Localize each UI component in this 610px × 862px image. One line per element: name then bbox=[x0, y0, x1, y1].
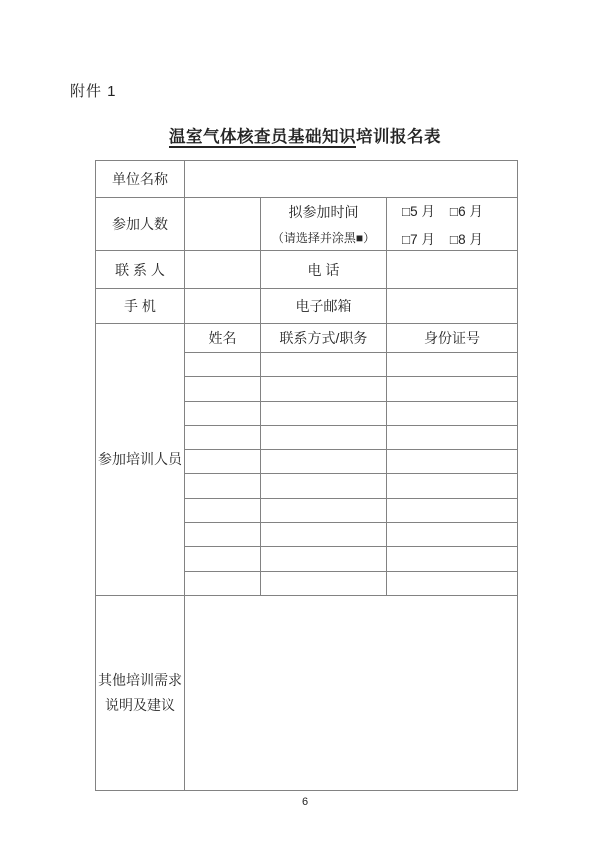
unit-name-value-cell bbox=[185, 161, 518, 198]
trainee-empty-cell bbox=[261, 425, 387, 449]
trainee-col-contact: 联系方式/职务 bbox=[261, 324, 387, 353]
month-checkbox-option-8: □8 月 bbox=[449, 232, 483, 247]
trainee-empty-cell bbox=[185, 450, 261, 474]
trainee-empty-cell bbox=[185, 571, 261, 595]
mobile-label: 手 机 bbox=[96, 289, 185, 324]
trainee-empty-cell bbox=[261, 523, 387, 547]
other-needs-label-line2: 说明及建议 bbox=[105, 696, 175, 713]
contact-person-row bbox=[96, 251, 518, 289]
mobile-value-cell bbox=[185, 289, 261, 324]
month-checkbox-option-6: □6 月 bbox=[449, 204, 483, 219]
trainee-empty-cell bbox=[387, 498, 518, 522]
page-title bbox=[0, 123, 610, 147]
trainee-empty-cell bbox=[387, 523, 518, 547]
unit-name-row bbox=[96, 161, 518, 198]
participant-count-value-cell bbox=[185, 198, 261, 251]
trainee-empty-cell bbox=[261, 571, 387, 595]
trainee-empty-cell bbox=[387, 474, 518, 498]
trainee-empty-cell bbox=[185, 401, 261, 425]
month-checkbox-option-7: □7 月 bbox=[402, 232, 435, 247]
trainee-empty-cell bbox=[387, 377, 518, 401]
trainee-empty-cell bbox=[261, 450, 387, 474]
trainee-header-row bbox=[96, 324, 518, 353]
month-options-cell bbox=[387, 198, 518, 251]
trainee-col-name: 姓名 bbox=[185, 324, 261, 353]
trainee-empty-cell bbox=[185, 353, 261, 377]
trainee-empty-cell bbox=[185, 377, 261, 401]
trainee-section bbox=[96, 324, 518, 596]
trainee-empty-cell bbox=[185, 547, 261, 571]
trainee-empty-cell bbox=[387, 571, 518, 595]
page-number: 6 bbox=[301, 796, 309, 808]
participant-count-label: 参加人数 bbox=[96, 198, 185, 251]
contact-person-value-cell bbox=[185, 251, 261, 289]
trainee-empty-cell bbox=[185, 425, 261, 449]
trainee-empty-cell bbox=[387, 450, 518, 474]
contact-person-label: 联 系 人 bbox=[96, 251, 185, 289]
trainee-empty-cell bbox=[261, 547, 387, 571]
email-label: 电子邮箱 bbox=[261, 289, 387, 324]
phone-label: 电 话 bbox=[261, 251, 387, 289]
phone-value-cell bbox=[387, 251, 518, 289]
trainee-empty-cell bbox=[261, 353, 387, 377]
intended-time-cell bbox=[261, 198, 387, 251]
page-title-rest-part: 培训报名表 bbox=[356, 128, 441, 146]
participant-count-row bbox=[96, 198, 518, 251]
trainees-label: 参加培训人员 bbox=[96, 324, 185, 596]
other-needs-label bbox=[96, 595, 185, 790]
page-title-underlined-part: 温室气体核查员基础知识 bbox=[169, 128, 356, 146]
trainee-empty-cell bbox=[261, 377, 387, 401]
trainee-empty-cell bbox=[185, 474, 261, 498]
trainee-col-id: 身份证号 bbox=[387, 324, 518, 353]
trainee-empty-cell bbox=[185, 498, 261, 522]
trainee-empty-cell bbox=[387, 425, 518, 449]
month-checkbox-option-5: □5 月 bbox=[402, 204, 435, 219]
trainee-empty-cell bbox=[387, 547, 518, 571]
trainee-empty-cell bbox=[261, 474, 387, 498]
attachment-label: 附件 1 bbox=[70, 83, 117, 100]
registration-form-table bbox=[95, 160, 518, 791]
other-needs-row bbox=[96, 595, 518, 790]
trainee-empty-cell bbox=[387, 401, 518, 425]
trainee-empty-cell bbox=[387, 353, 518, 377]
other-needs-label-line1: 其他培训需求 bbox=[98, 671, 182, 688]
intended-time-note: （请选择并涂黑■） bbox=[271, 231, 376, 245]
email-value-cell bbox=[387, 289, 518, 324]
mobile-row bbox=[96, 289, 518, 324]
other-needs-value-cell bbox=[185, 595, 518, 790]
trainee-empty-cell bbox=[261, 401, 387, 425]
trainee-empty-cell bbox=[185, 523, 261, 547]
trainee-empty-cell bbox=[261, 498, 387, 522]
unit-name-label: 单位名称 bbox=[96, 161, 185, 198]
intended-time-label: 拟参加时间 bbox=[288, 204, 359, 220]
